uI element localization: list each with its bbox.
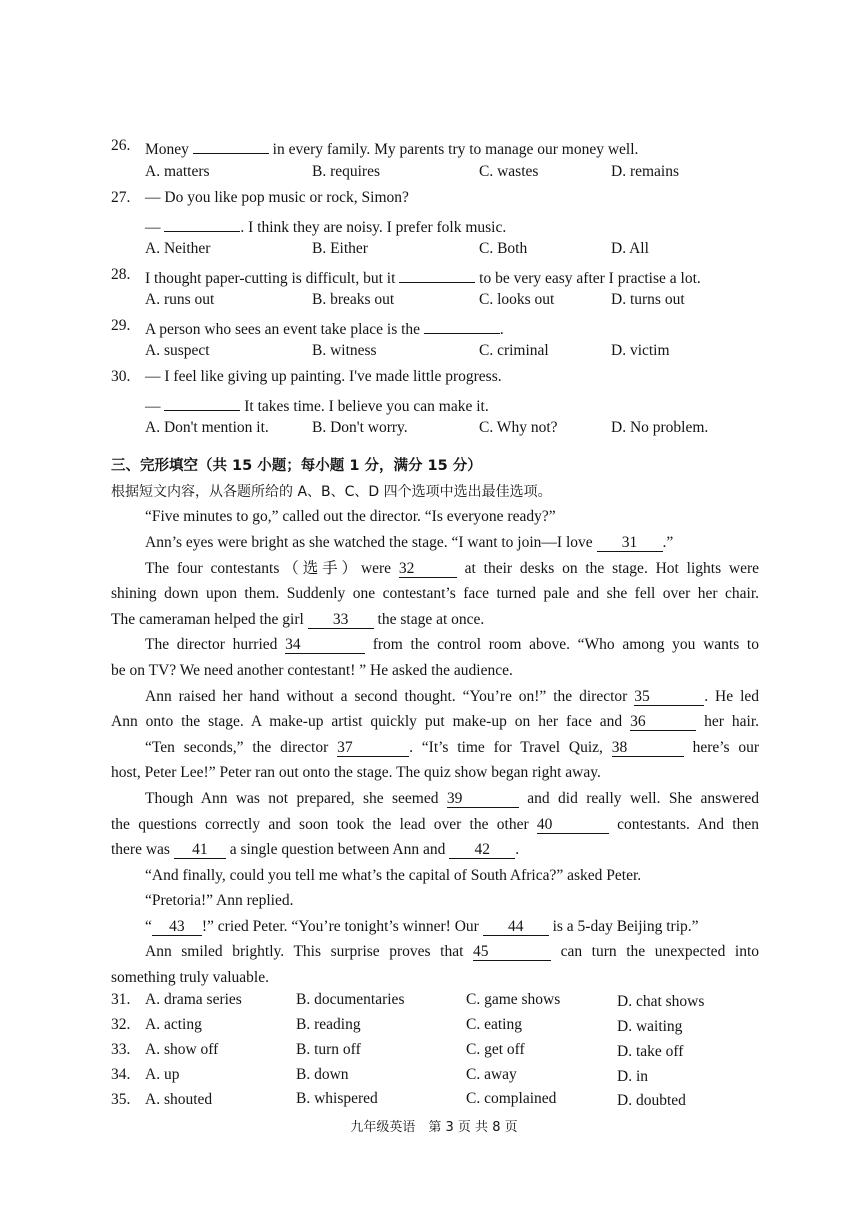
stem-text: —: [145, 398, 161, 415]
question-30-stem: [145, 393, 489, 417]
passage-text: and did really well. She answered: [527, 790, 760, 807]
cloze-34-number: 34.: [111, 1066, 131, 1083]
passage-text: at their desks on the stage. Hot lights were: [464, 560, 760, 577]
option-a: A. Don't mention it.: [145, 419, 269, 436]
option-b: B. witness: [312, 342, 377, 359]
stem-text: Money: [145, 141, 189, 158]
option-a: A. drama series: [145, 991, 242, 1008]
passage-line: [145, 738, 759, 758]
passage-line: “Pretoria!” Ann replied.: [145, 892, 294, 909]
option-a: A. up: [145, 1066, 180, 1083]
question-26-stem: [145, 136, 638, 160]
passage-line: “Five minutes to go,” called out the director. “Is everyone ready?”: [145, 508, 556, 525]
option-b: B. down: [296, 1066, 349, 1083]
passage-line: [145, 942, 759, 962]
stem-text: I thought paper-cutting is difficult, but it: [145, 270, 396, 287]
option-d: D. chat shows: [617, 993, 705, 1010]
section-instruction: 根据短文内容，从各题所给的 A、B、C、D 四个选项中选出最佳选项。: [111, 484, 552, 500]
passage-text: “Ten seconds,” the director: [145, 739, 329, 756]
passage-text: The cameraman helped the girl: [111, 611, 304, 628]
passage-text: . He led: [704, 688, 760, 705]
passage-line: [145, 559, 759, 579]
passage-text: there was: [111, 841, 170, 858]
stem-text: It takes time. I believe you can make it.: [244, 398, 489, 415]
answer-blank: [193, 136, 269, 154]
blank-33: 33: [308, 611, 374, 629]
passage-line: [111, 840, 519, 860]
question-30-number: 30.: [111, 368, 131, 385]
passage-line: [111, 815, 759, 835]
option-c: C. criminal: [479, 342, 549, 359]
option-d: D. waiting: [617, 1018, 683, 1035]
blank-42: 42: [449, 841, 515, 859]
option-d: D. take off: [617, 1043, 684, 1060]
cloze-33-number: 33.: [111, 1041, 131, 1058]
passage-text: contestants. And then: [617, 816, 759, 833]
stem-text: .: [499, 321, 504, 338]
passage-text: The director hurried: [145, 636, 278, 653]
question-29-stem: [145, 316, 504, 340]
passage-line: “And finally, could you tell me what’s the capital of South Africa?” asked Peter.: [145, 867, 642, 884]
passage-line: [111, 610, 484, 630]
passage-line: [145, 917, 699, 937]
passage-text: can turn the unexpected into: [560, 943, 760, 960]
passage-text: the questions correctly and soon took the lead over the other: [111, 816, 529, 833]
stem-text: to be very easy after I practise a lot.: [479, 270, 701, 287]
option-d: D. turns out: [611, 291, 685, 308]
answer-blank: [164, 393, 240, 411]
passage-text: !” cried Peter. “You’re tonight’s winner! Our: [201, 918, 479, 935]
passage-line: [111, 712, 759, 732]
passage-text: Ann’s eyes were bright as she watched the stage. “I want to join—I love: [145, 534, 593, 551]
page-footer: 九年级英语 第 3 页 共 8 页: [350, 1120, 518, 1135]
passage-text: is a 5-day Beijing trip.”: [552, 918, 699, 935]
question-28-number: 28.: [111, 266, 131, 283]
option-b: B. turn off: [296, 1041, 361, 1058]
passage-text: here’s our: [692, 739, 760, 756]
option-a: A. acting: [145, 1016, 202, 1033]
option-c: C. looks out: [479, 291, 555, 308]
question-27-number: 27.: [111, 189, 131, 206]
stem-text: A person who sees an event take place is the: [145, 321, 421, 338]
option-c: C. complained: [466, 1090, 557, 1107]
passage-text: .”: [662, 534, 674, 551]
passage-line: [145, 789, 759, 809]
passage-line: be on TV? We need another contestant! ” He asked the audience.: [111, 662, 513, 679]
option-a: A. runs out: [145, 291, 215, 308]
option-a: A. shouted: [145, 1091, 213, 1108]
option-c: C. Why not?: [479, 419, 558, 436]
blank-39: 39: [447, 790, 519, 808]
option-d: D. victim: [611, 342, 670, 359]
option-d: D. No problem.: [611, 419, 709, 436]
option-b: B. Don't worry.: [312, 419, 408, 436]
option-b: B. Either: [312, 240, 368, 257]
passage-text: The four contestants（选手）were: [145, 560, 392, 577]
blank-36: 36: [630, 713, 696, 731]
passage-line: something truly valuable.: [111, 969, 269, 986]
option-c: C. get off: [466, 1041, 525, 1058]
option-c: C. away: [466, 1066, 517, 1083]
option-a: A. suspect: [145, 342, 210, 359]
blank-35: 35: [634, 688, 704, 706]
answer-blank: [164, 214, 240, 232]
question-27-line1: — Do you like pop music or rock, Simon?: [145, 189, 409, 206]
option-c: C. Both: [479, 240, 528, 257]
passage-text: from the control room above. “Who among you wants to: [372, 636, 759, 653]
passage-line: host, Peter Lee!” Peter ran out onto the stage. The quiz show began right away.: [111, 764, 601, 781]
option-c: C. eating: [466, 1016, 522, 1033]
passage-text: “: [145, 918, 152, 935]
option-a: A. matters: [145, 163, 210, 180]
answer-blank: [424, 316, 500, 334]
passage-text: the stage at once.: [377, 611, 485, 628]
blank-31: 31: [597, 534, 663, 552]
answer-blank: [399, 265, 475, 283]
blank-37: 37: [337, 739, 409, 757]
passage-text: Ann raised her hand without a second thought. “You’re on!” the director: [145, 688, 628, 705]
option-b: B. documentaries: [296, 991, 405, 1008]
question-27-stem: [145, 214, 506, 238]
option-d: D. in: [617, 1068, 648, 1085]
passage-text: .: [515, 841, 520, 858]
passage-text: Ann smiled brightly. This surprise proves that: [145, 943, 464, 960]
option-c: C. game shows: [466, 991, 561, 1008]
cloze-32-number: 32.: [111, 1016, 131, 1033]
option-d: D. remains: [611, 163, 680, 180]
passage-line: [145, 533, 673, 553]
option-a: A. Neither: [145, 240, 211, 257]
cloze-35-number: 35.: [111, 1091, 131, 1108]
option-c: C. wastes: [479, 163, 539, 180]
passage-line: [145, 635, 759, 655]
blank-40: 40: [537, 816, 609, 834]
option-d: D. All: [611, 240, 649, 257]
question-26-number: 26.: [111, 137, 131, 154]
question-30-line1: — I feel like giving up painting. I've made little progress.: [145, 368, 502, 385]
stem-text: —: [145, 219, 161, 236]
option-b: B. whispered: [296, 1090, 378, 1107]
option-d: D. doubted: [617, 1092, 686, 1109]
passage-line: [145, 687, 759, 707]
section-title: 三、完形填空（共 15 小题；每小题 1 分，满分 15 分）: [111, 458, 482, 474]
blank-34: 34: [285, 636, 365, 654]
question-29-number: 29.: [111, 317, 131, 334]
stem-text: . I think they are noisy. I prefer folk music.: [240, 219, 507, 236]
blank-45: 45: [473, 943, 551, 961]
passage-text: . “It’s time for Travel Quiz,: [409, 739, 603, 756]
cloze-31-number: 31.: [111, 991, 131, 1008]
option-b: B. reading: [296, 1016, 361, 1033]
option-b: B. requires: [312, 163, 381, 180]
question-28-stem: [145, 265, 701, 289]
blank-44: 44: [483, 918, 549, 936]
blank-38: 38: [612, 739, 684, 757]
passage-text: Though Ann was not prepared, she seemed: [145, 790, 439, 807]
passage-text: her hair.: [704, 713, 760, 730]
passage-text: a single question between Ann and: [229, 841, 446, 858]
stem-text: in every family. My parents try to manage our money well.: [272, 141, 639, 158]
blank-43: 43: [152, 918, 202, 936]
passage-text: Ann onto the stage. A make-up artist quickly put make-up on her face and: [111, 713, 623, 730]
blank-32: 32: [399, 560, 457, 578]
blank-41: 41: [174, 841, 226, 859]
option-b: B. breaks out: [312, 291, 395, 308]
passage-line: shining down upon them. Suddenly one contestant’s face turned pale and she fell over her chair.: [111, 585, 759, 602]
option-a: A. show off: [145, 1041, 219, 1058]
